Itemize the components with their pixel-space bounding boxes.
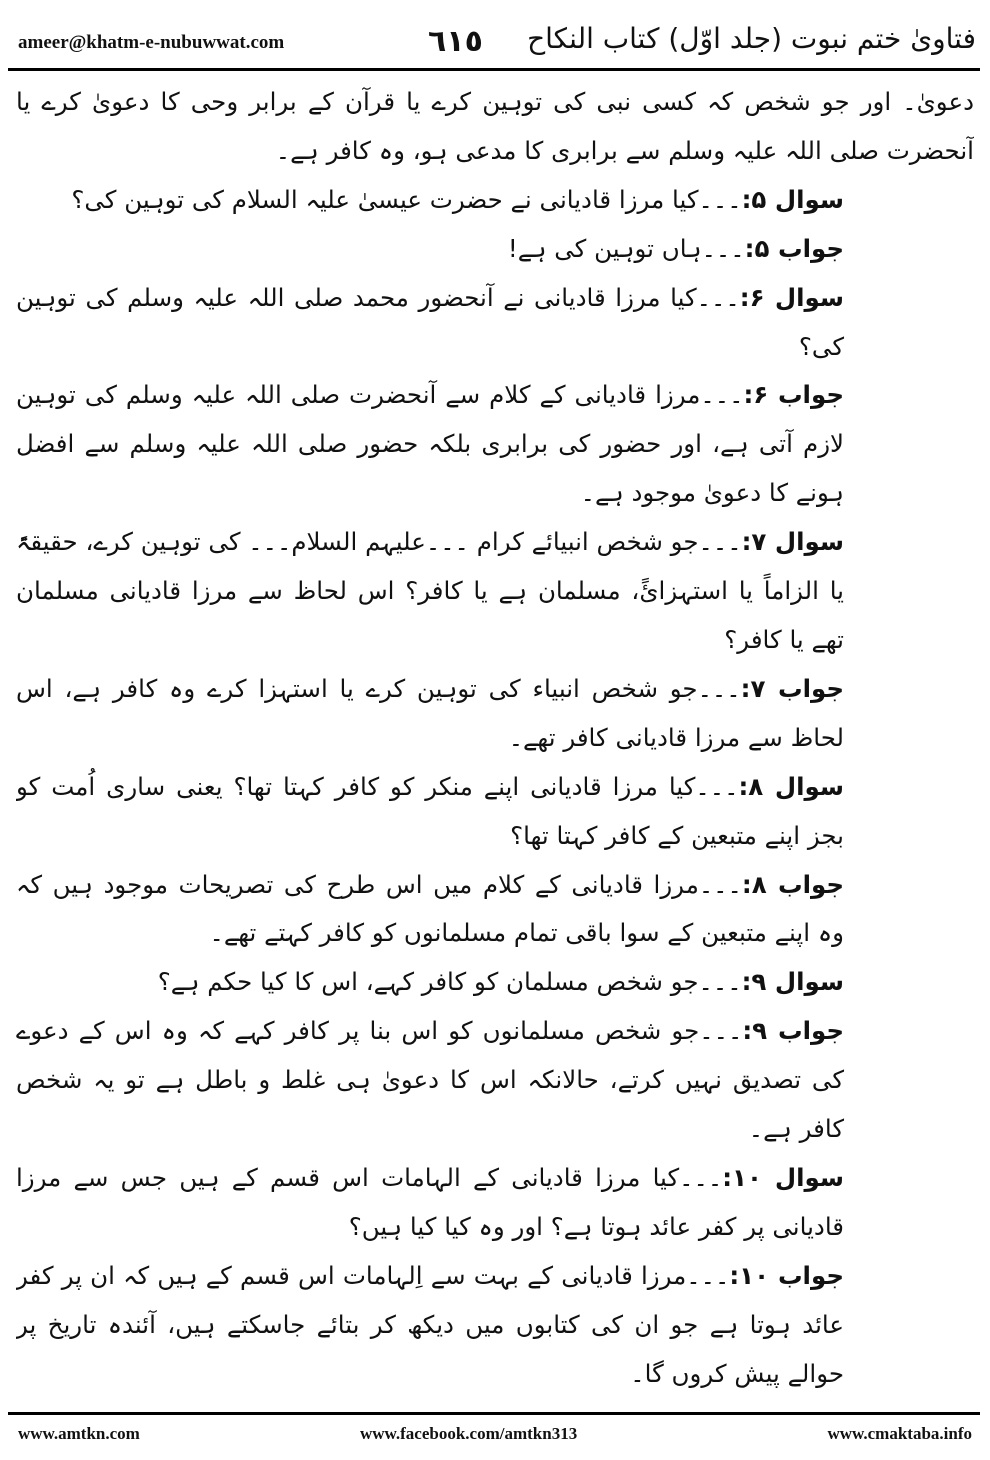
answer-label: جواب ۷: <box>740 673 844 703</box>
answer-label: جواب ۸: <box>741 869 844 899</box>
question <box>16 274 974 372</box>
footer-link-amtkn[interactable]: www.amtkn.com <box>18 1424 140 1443</box>
book-title: فتاویٰ ختم نبوت (جلد اوّل) کتاب النکاح <box>527 22 976 55</box>
answer <box>16 1007 974 1154</box>
question <box>16 176 974 225</box>
question <box>16 518 974 665</box>
answer-text: ۔۔۔مرزا قادیانی کے کلام میں اس طرح کی تصریحات موجود ہیں کہ وہ اپنے متبعین کے سوا باقی تمام مسلمانوں کو کافر کہتے تھے۔ <box>16 869 844 948</box>
answer <box>16 1252 974 1398</box>
question <box>16 1154 974 1252</box>
answer-text: ۔۔۔جو شخص مسلمانوں کو اس بنا پر کافر کہے کہ وہ اس کے دعوے کی تصدیق نہیں کرتے، حالانکہ اس کا دعویٰ ہی غلط و باطل ہے تو یہ شخص کافر ہے۔ <box>16 1016 844 1144</box>
question-text: ۔۔۔جو شخص مسلمان کو کافر کہے، اس کا کیا حکم ہے؟ <box>157 967 742 997</box>
question <box>16 763 974 861</box>
answer-label: جواب ۱۰: <box>729 1260 844 1290</box>
question-text: ۔۔۔جو شخص انبیائے کرام ۔۔۔علیہم السلام۔۔۔ کی توہین کرے، حقیقۃً یا الزاماً یا استہزائً، مسلمان ہے یا کافر؟ اس لحاظ سے مرزا قادیانی مسلمان تھے یا کافر؟ <box>16 527 844 654</box>
header-rule <box>8 68 980 71</box>
footer-rule <box>8 1412 980 1415</box>
answer <box>16 861 974 959</box>
question-text: ۔۔۔کیا مرزا قادیانی نے آنحضور محمد صلی اللہ علیہ وسلم کی توہین کی؟ <box>16 282 844 361</box>
answer-text: ۔۔۔مرزا قادیانی کے بہت سے اِلہامات اس قسم کے ہیں کہ ان پر کفر عائد ہوتا ہے جو ان کی کتابوں میں دیکھ کر بتائے جاسکتے ہیں، آئندہ تاریخ پر حوالے پیش کروں گا۔ <box>16 1260 844 1388</box>
answer-label: جواب ۶: <box>743 380 844 410</box>
question-label: سوال ۵: <box>741 184 844 214</box>
question-label: سوال ۱۰: <box>722 1162 844 1192</box>
question-text: ۔۔۔کیا مرزا قادیانی اپنے منکر کو کافر کہتا تھا؟ یعنی ساری اُمت کو بجز اپنے متبعین کے کافر کہتا تھا؟ <box>16 771 844 850</box>
answer-label: جواب ۵: <box>744 233 844 263</box>
page-number: ٦١٥ <box>428 24 483 59</box>
answer-text: ۔۔۔جو شخص انبیاء کی توہین کرے یا استہزا کرے وہ کافر ہے، اس لحاظ سے مرزا قادیانی کافر تھے۔ <box>16 673 844 752</box>
question-label: سوال ۹: <box>741 967 844 997</box>
footer-link-cmaktaba[interactable]: www.cmaktaba.info <box>827 1424 972 1443</box>
answer <box>16 225 974 274</box>
paragraph-text: دعویٰ۔ اور جو شخص کہ کسی نبی کی توہین کرے یا قرآن کے برابر وحی کا دعویٰ کرے یا آنحضرت صلی اللہ علیہ وسلم سے برابری کا مدعی ہو، وہ کافر ہے۔ <box>16 87 974 165</box>
answer-label: جواب ۹: <box>742 1016 844 1046</box>
question-label: سوال ۷: <box>741 527 844 557</box>
question-label: سوال ۸: <box>738 771 844 801</box>
question-label: سوال ۶: <box>739 282 845 312</box>
question <box>16 958 974 1007</box>
question-text: ۔۔۔کیا مرزا قادیانی نے حضرت عیسیٰ علیہ السلام کی توہین کی؟ <box>71 184 742 214</box>
answer <box>16 665 974 763</box>
paragraph <box>16 78 974 176</box>
answer <box>16 371 974 518</box>
header-email: ameer@khatm-e-nubuwwat.com <box>18 32 285 53</box>
footer-link-facebook[interactable]: www.facebook.com/amtkn313 <box>360 1424 578 1443</box>
question-text: ۔۔۔کیا مرزا قادیانی کے الہامات اس قسم کے ہیں جس سے مرزا قادیانی پر کفر عائد ہوتا ہے؟ اور وہ کیا کیا ہیں؟ <box>16 1162 844 1241</box>
answer-text: ۔۔۔مرزا قادیانی کے کلام سے آنحضرت صلی اللہ علیہ وسلم کی توہین لازم آتی ہے، اور حضور کی برابری بلکہ حضور صلی اللہ علیہ وسلم سے افضل ہونے کا دعویٰ موجود ہے۔ <box>16 380 844 508</box>
answer-text: ۔۔۔ہاں توہین کی ہے! <box>507 233 745 263</box>
page-body <box>16 78 974 1398</box>
